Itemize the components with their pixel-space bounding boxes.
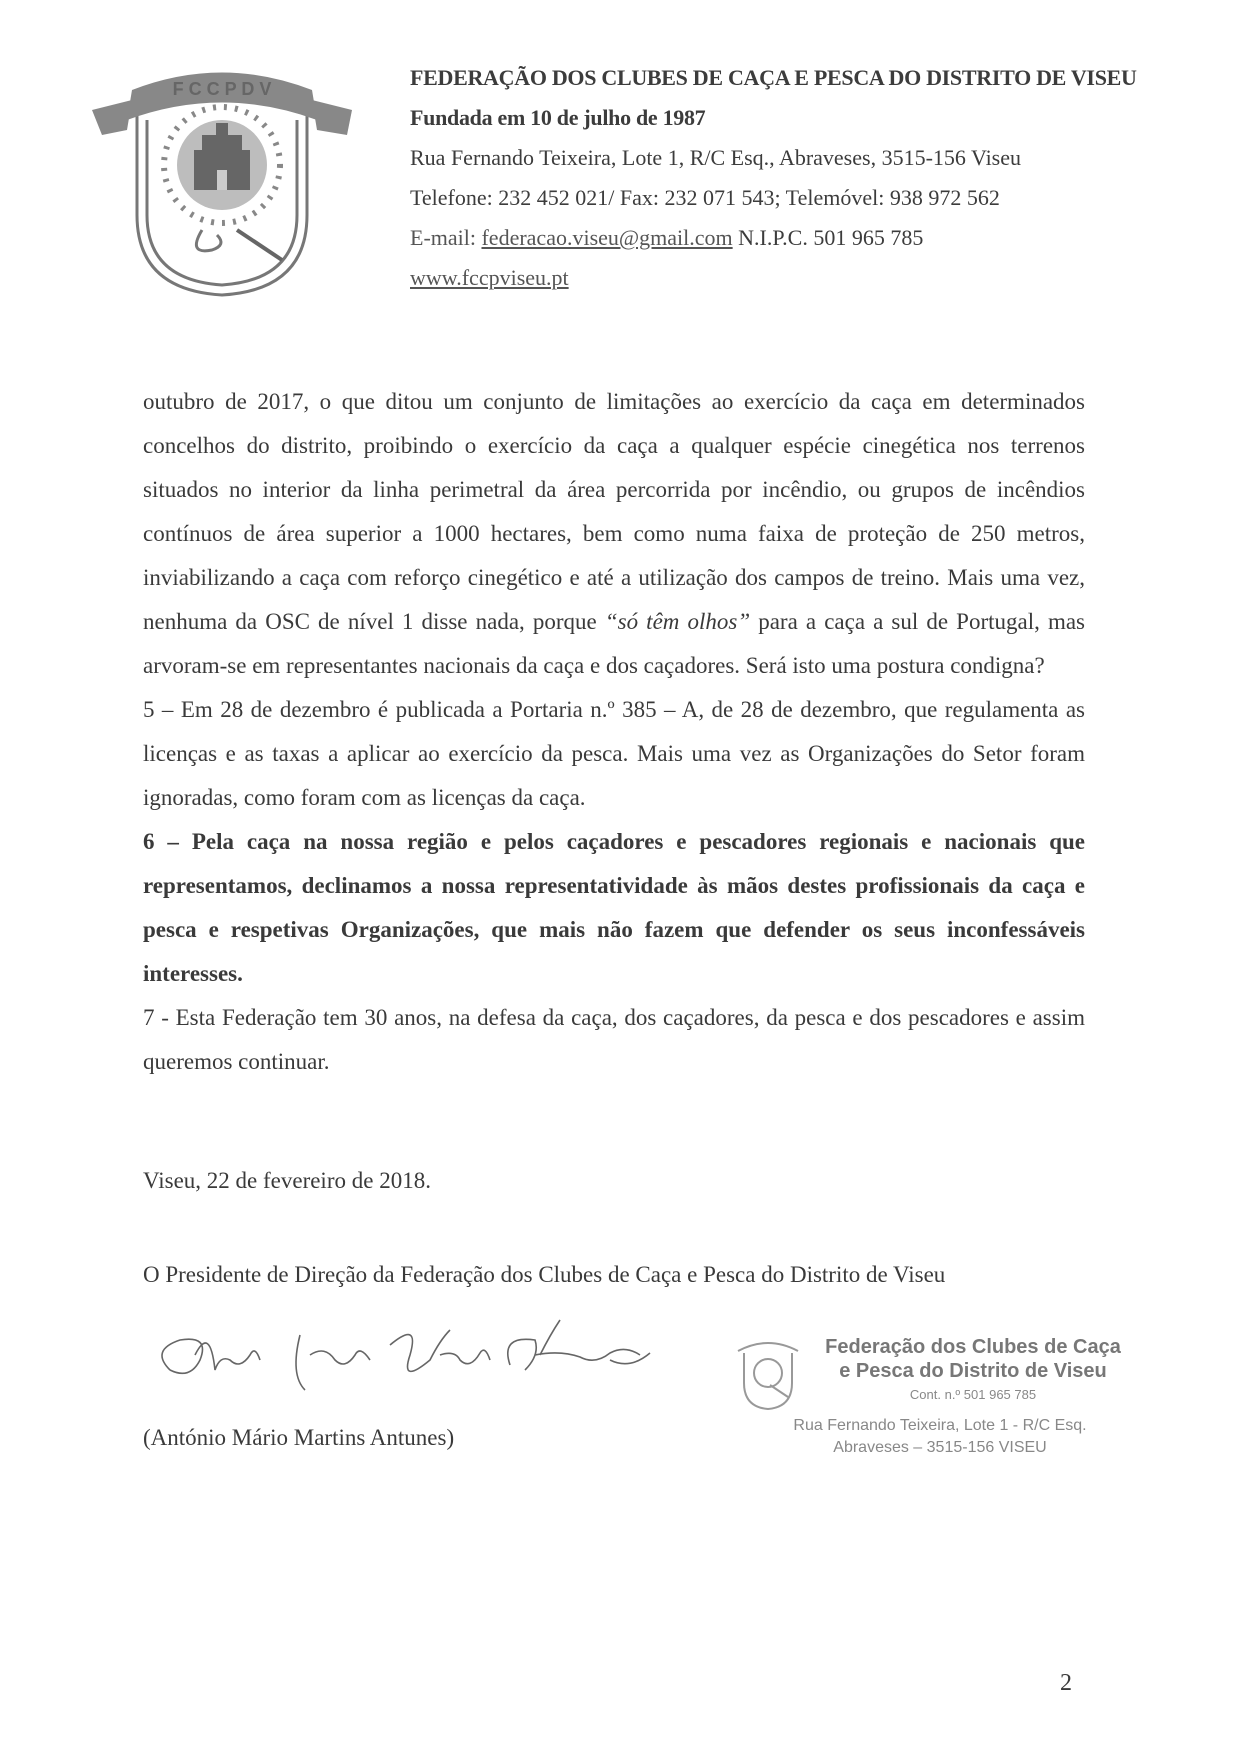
federation-stamp [730,1335,1130,1455]
letter-date: Viseu, 22 de fevereiro de 2018. [143,1168,431,1193]
nipc: N.I.P.C. 501 965 785 [732,225,924,250]
address: Rua Fernando Teixeira, Lote 1, R/C Esq., Abraveses, 3515-156 Viseu [410,145,1022,170]
logo-banner-text: F C C P D V [172,79,272,99]
signatory-title: O Presidente de Direção da Federação dos Clubes de Caça e Pesca do Distrito de Viseu [143,1262,946,1287]
email-label: E-mail: [410,225,482,250]
founded-date: Fundada em 10 de julho de 1987 [410,105,706,130]
stamp-logo-icon [730,1335,806,1411]
handwritten-signature [140,1315,660,1395]
stamp-contributor-number: Cont. n.º 501 965 785 [909,1387,1037,1402]
org-name: FEDERAÇÃO DOS CLUBES DE CAÇA E PESCA DO DISTRITO DE VISEU [410,65,1137,90]
phone-numbers: Telefone: 232 452 021/ Fax: 232 071 543; Telemóvel: 938 972 562 [410,185,1000,210]
page-number: 2 [1060,1670,1072,1696]
paragraph-7: 7 - Esta Federação tem 30 anos, na defesa da caça, dos caçadores, da pesca e dos pescadores e assim queremos continuar. [143,1005,1085,1074]
email-link[interactable]: federacao.viseu@gmail.com [481,225,733,250]
signer-name: (António Mário Martins Antunes) [143,1425,455,1450]
letter-body [143,380,1085,1084]
paragraph-5: 5 – Em 28 de dezembro é publicada a Portaria n.º 385 – A, de 28 de dezembro, que regulamenta as licenças e as taxas a aplicar ao exercício da pesca. Mais uma vez as Organizações do Setor foram ignoradas, como foram com as licenças da caça. [143,697,1085,810]
stamp-title: Federação dos Clubes de Caça e Pesca do Distrito de Viseu [825,1336,1121,1382]
paragraph-continuation: outubro de 2017, o que ditou um conjunto de limitações ao exercício da caça em determinados concelhos do distrito, proibindo o exercício da caça a qualquer espécie cinegética nos terrenos situados no interior da linha perimetral da área percorrida por incêndio, ou grupos de incêndios contínuos de área superior a 1000 hectares, bem como numa faixa de proteção de 250 metros, inviabilizando a caça com reforço cinegético e até a utilização dos campos de treino. Mais uma vez, nenhuma da OSC de nível 1 disse nada, porque “só têm olhos” para a caça a sul de Portugal, mas arvoram-se em representantes nacionais da caça e dos caçadores. Será isto uma postura condigna? [143,389,1085,678]
stamp-address: Rua Fernando Teixeira, Lote 1 - R/C Esq. Abraveses – 3515-156 VISEU [793,1417,1087,1456]
website-link[interactable]: www.fccpviseu.pt [410,265,569,290]
quote-so-tem-olhos: “só têm olhos” [604,609,751,634]
paragraph-6: 6 – Pela caça na nossa região e pelos caçadores e pescadores regionais e nacionais que representamos, declinamos a nossa representatividade às mãos destes profissionais da caça e pesca e respetivas Organizações, que mais não fazem que defender os seus inconfessáveis interesses. [143,829,1085,986]
email-line [410,218,1170,258]
federation-logo [92,55,352,300]
letterhead [410,58,1170,298]
